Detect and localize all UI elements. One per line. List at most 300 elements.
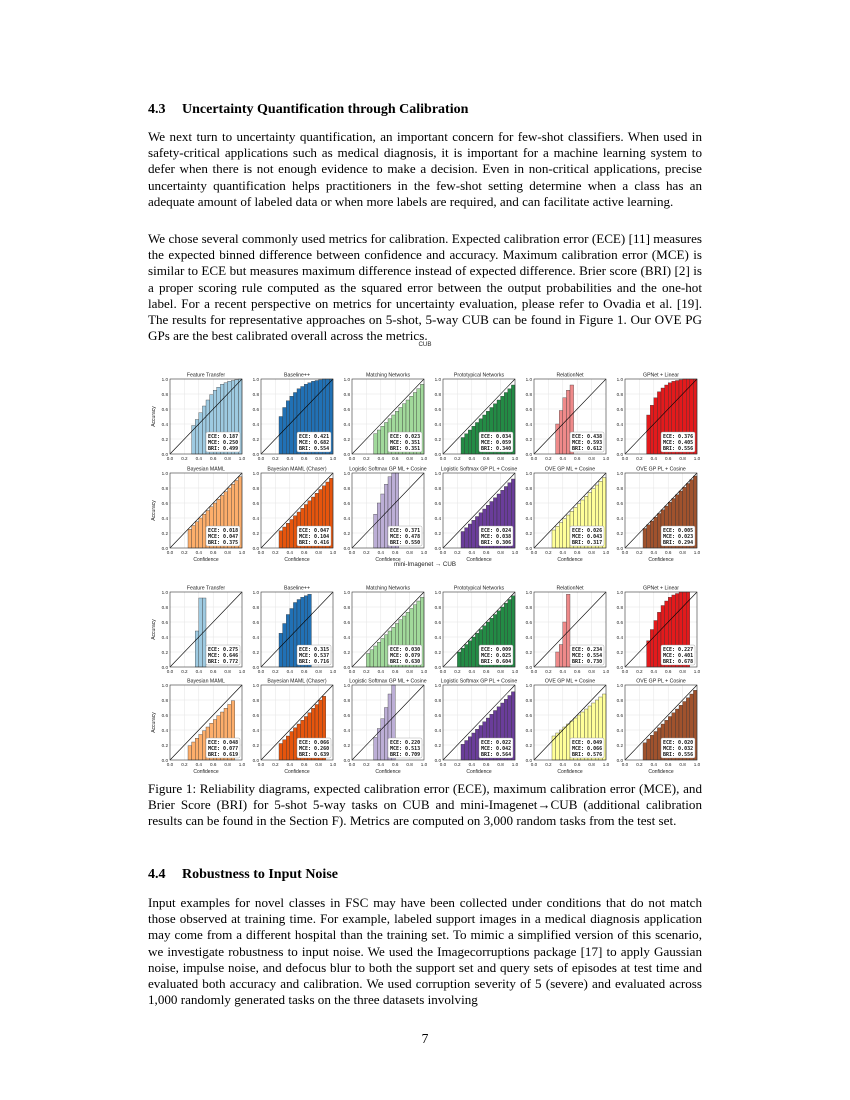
y-tick-label: 0.0 bbox=[343, 545, 350, 551]
x-tick-label: 0.8 bbox=[224, 456, 231, 461]
x-axis-label: Confidence bbox=[284, 769, 310, 775]
calibration-bar bbox=[468, 641, 472, 667]
subplot-title: Matching Networks bbox=[365, 585, 411, 592]
calibration-bar bbox=[475, 729, 479, 760]
y-tick-label: 0.0 bbox=[525, 545, 532, 551]
y-tick-label: 1.0 bbox=[161, 376, 168, 382]
calibration-bar bbox=[293, 393, 297, 455]
y-tick-label: 0.8 bbox=[616, 697, 623, 703]
y-tick-label: 0.8 bbox=[434, 485, 441, 491]
metric-mce: MCE: 0.043 bbox=[572, 534, 603, 540]
x-tick-label: 1.0 bbox=[329, 456, 337, 461]
subplot bbox=[151, 679, 246, 776]
x-axis-label: Confidence bbox=[466, 557, 492, 563]
y-tick-label: 0.4 bbox=[252, 727, 259, 733]
y-tick-label: 0.2 bbox=[525, 530, 532, 536]
x-tick-label: 0.0 bbox=[439, 762, 447, 767]
y-tick-label: 0.4 bbox=[161, 727, 168, 733]
metric-bri: BRI: 0.317 bbox=[572, 540, 603, 546]
subplot-title: Prototypical Networks bbox=[453, 585, 505, 592]
calibration-bar bbox=[559, 730, 563, 760]
subplot bbox=[151, 467, 246, 564]
calibration-bar bbox=[468, 737, 472, 760]
x-tick-label: 0.4 bbox=[468, 669, 475, 674]
x-tick-label: 0.4 bbox=[468, 456, 475, 461]
calibration-bar bbox=[647, 641, 651, 667]
x-tick-label: 0.4 bbox=[650, 550, 657, 555]
x-tick-label: 1.0 bbox=[693, 550, 701, 555]
y-tick-label: 1.0 bbox=[434, 589, 441, 595]
x-tick-label: 0.8 bbox=[679, 762, 686, 767]
y-tick-label: 0.6 bbox=[343, 500, 350, 506]
x-tick-label: 1.0 bbox=[420, 550, 428, 555]
x-tick-label: 0.2 bbox=[363, 550, 370, 555]
x-tick-label: 0.2 bbox=[454, 669, 461, 674]
calibration-bar bbox=[657, 514, 661, 549]
metric-bri: BRI: 0.630 bbox=[390, 659, 421, 665]
section-heading-4-4 bbox=[148, 867, 338, 883]
y-tick-label: 1.0 bbox=[343, 682, 350, 688]
calibration-bar bbox=[650, 735, 654, 760]
calibration-bar bbox=[293, 516, 297, 548]
x-tick-label: 0.8 bbox=[406, 669, 413, 674]
calibration-bar bbox=[384, 708, 388, 761]
x-tick-label: 0.6 bbox=[392, 762, 399, 767]
y-tick-label: 0.8 bbox=[434, 604, 441, 610]
x-tick-label: 0.8 bbox=[588, 762, 595, 767]
y-tick-label: 0.2 bbox=[525, 436, 532, 442]
x-tick-label: 0.6 bbox=[483, 762, 490, 767]
calibration-bar bbox=[279, 531, 283, 548]
x-tick-label: 0.6 bbox=[483, 550, 490, 555]
y-tick-label: 0.4 bbox=[161, 515, 168, 521]
y-tick-label: 0.8 bbox=[161, 697, 168, 703]
x-tick-label: 1.0 bbox=[511, 456, 519, 461]
metric-mce: MCE: 0.250 bbox=[208, 440, 239, 446]
x-tick-label: 1.0 bbox=[238, 550, 246, 555]
y-tick-label: 1.0 bbox=[525, 589, 532, 595]
x-tick-label: 0.0 bbox=[257, 456, 265, 461]
x-tick-label: 1.0 bbox=[602, 669, 610, 674]
y-tick-label: 0.4 bbox=[252, 634, 259, 640]
y-tick-label: 0.0 bbox=[434, 664, 441, 670]
calibration-bar bbox=[290, 396, 294, 454]
calibration-bar bbox=[563, 519, 567, 548]
y-tick-label: 0.0 bbox=[525, 664, 532, 670]
x-tick-label: 0.0 bbox=[530, 762, 538, 767]
y-tick-label: 0.2 bbox=[252, 436, 259, 442]
x-tick-label: 0.8 bbox=[588, 669, 595, 674]
calibration-bar bbox=[286, 736, 290, 760]
y-tick-label: 0.2 bbox=[343, 742, 350, 748]
y-tick-label: 0.4 bbox=[616, 515, 623, 521]
metric-bri: BRI: 0.351 bbox=[390, 446, 421, 452]
calibration-bar bbox=[468, 524, 472, 548]
y-tick-label: 0.4 bbox=[434, 515, 441, 521]
calibration-bar bbox=[461, 438, 465, 455]
y-tick-label: 0.6 bbox=[161, 712, 168, 718]
y-tick-label: 0.4 bbox=[434, 421, 441, 427]
x-tick-label: 1.0 bbox=[329, 669, 337, 674]
metric-ece: ECE: 0.227 bbox=[663, 647, 694, 653]
y-tick-label: 0.2 bbox=[434, 530, 441, 536]
metric-mce: MCE: 0.401 bbox=[663, 653, 694, 659]
section-title: Robustness to Input Noise bbox=[182, 867, 338, 882]
x-tick-label: 0.8 bbox=[588, 550, 595, 555]
subplot-title: GPNet + Linear bbox=[643, 372, 679, 379]
x-tick-label: 0.2 bbox=[272, 762, 279, 767]
y-tick-label: 0.0 bbox=[343, 664, 350, 670]
x-tick-label: 1.0 bbox=[238, 762, 246, 767]
subplot bbox=[151, 373, 246, 462]
y-tick-label: 0.8 bbox=[161, 391, 168, 397]
metric-bri: BRI: 0.294 bbox=[663, 540, 694, 546]
y-tick-label: 0.4 bbox=[434, 634, 441, 640]
x-tick-label: 1.0 bbox=[238, 456, 246, 461]
x-axis-label: Confidence bbox=[648, 769, 674, 775]
x-tick-label: 0.4 bbox=[286, 669, 293, 674]
metric-ece: ECE: 0.022 bbox=[481, 740, 512, 746]
x-tick-label: 0.8 bbox=[224, 669, 231, 674]
x-tick-label: 0.4 bbox=[377, 456, 384, 461]
y-tick-label: 0.4 bbox=[161, 421, 168, 427]
subplot bbox=[344, 586, 428, 675]
y-tick-label: 0.4 bbox=[616, 421, 623, 427]
x-tick-label: 0.2 bbox=[272, 456, 279, 461]
y-tick-label: 0.2 bbox=[343, 530, 350, 536]
metric-ece: ECE: 0.023 bbox=[390, 434, 421, 440]
y-tick-label: 0.2 bbox=[616, 436, 623, 442]
x-tick-label: 0.0 bbox=[348, 669, 356, 674]
metric-ece: ECE: 0.048 bbox=[208, 740, 239, 746]
y-tick-label: 1.0 bbox=[525, 376, 532, 382]
calibration-bar bbox=[293, 728, 297, 760]
x-tick-label: 0.8 bbox=[406, 550, 413, 555]
metric-bri: BRI: 0.340 bbox=[481, 446, 512, 452]
metric-mce: MCE: 0.047 bbox=[208, 534, 239, 540]
metric-mce: MCE: 0.260 bbox=[299, 746, 330, 752]
metric-ece: ECE: 0.005 bbox=[663, 528, 694, 534]
x-tick-label: 0.8 bbox=[588, 456, 595, 461]
y-tick-label: 0.8 bbox=[343, 391, 350, 397]
x-tick-label: 0.4 bbox=[377, 550, 384, 555]
calibration-bar bbox=[283, 624, 287, 668]
metric-mce: MCE: 0.513 bbox=[390, 746, 421, 752]
y-tick-label: 0.4 bbox=[343, 515, 350, 521]
metric-ece: ECE: 0.275 bbox=[208, 647, 239, 653]
x-tick-label: 0.4 bbox=[195, 456, 202, 461]
x-tick-label: 0.4 bbox=[559, 550, 566, 555]
metric-bri: BRI: 0.306 bbox=[481, 540, 512, 546]
subplot bbox=[617, 373, 701, 462]
y-tick-label: 0.6 bbox=[525, 619, 532, 625]
y-tick-label: 0.6 bbox=[252, 619, 259, 625]
x-axis-label: Confidence bbox=[375, 557, 401, 563]
x-tick-label: 1.0 bbox=[329, 762, 337, 767]
x-tick-label: 0.0 bbox=[621, 762, 629, 767]
subplot-title: Prototypical Networks bbox=[453, 372, 505, 379]
y-tick-label: 0.6 bbox=[525, 406, 532, 412]
calibration-bar bbox=[199, 518, 203, 548]
x-tick-label: 0.8 bbox=[315, 669, 322, 674]
calibration-bar bbox=[202, 406, 206, 454]
x-tick-label: 0.8 bbox=[406, 456, 413, 461]
calibration-bar bbox=[643, 743, 647, 760]
x-tick-label: 0.8 bbox=[315, 762, 322, 767]
metric-ece: ECE: 0.009 bbox=[481, 647, 512, 653]
y-tick-label: 0.4 bbox=[525, 727, 532, 733]
metric-mce: MCE: 0.682 bbox=[299, 440, 330, 446]
x-tick-label: 0.4 bbox=[286, 762, 293, 767]
y-tick-label: 0.8 bbox=[161, 604, 168, 610]
y-tick-label: 0.6 bbox=[525, 500, 532, 506]
y-tick-label: 1.0 bbox=[343, 376, 350, 382]
calibration-bar bbox=[199, 735, 203, 761]
subplot bbox=[253, 373, 337, 462]
metric-ece: ECE: 0.018 bbox=[208, 528, 239, 534]
x-tick-label: 0.4 bbox=[650, 669, 657, 674]
y-axis-label: Accuracy bbox=[151, 406, 157, 427]
calibration-bar bbox=[195, 522, 199, 548]
calibration-bar bbox=[370, 650, 374, 667]
y-tick-label: 1.0 bbox=[252, 470, 259, 476]
calibration-bar bbox=[374, 738, 378, 761]
calibration-bar bbox=[552, 530, 556, 548]
x-tick-label: 0.4 bbox=[377, 762, 384, 767]
x-tick-label: 0.4 bbox=[650, 762, 657, 767]
calibration-bar bbox=[374, 514, 378, 548]
subplot-title: Bayesian MAML bbox=[187, 678, 225, 685]
calibration-bar bbox=[293, 603, 297, 668]
subplot bbox=[435, 586, 519, 675]
y-tick-label: 0.0 bbox=[434, 757, 441, 763]
calibration-bar bbox=[465, 741, 469, 761]
x-tick-label: 0.6 bbox=[574, 762, 581, 767]
subplot-title: Baseline++ bbox=[284, 372, 310, 379]
y-tick-label: 0.0 bbox=[252, 545, 259, 551]
metric-ece: ECE: 0.315 bbox=[299, 647, 330, 653]
metric-mce: MCE: 0.478 bbox=[390, 534, 421, 540]
calibration-bar bbox=[647, 525, 651, 548]
subplot-title: Feature Transfer bbox=[186, 372, 226, 379]
subplot bbox=[253, 586, 337, 675]
y-tick-label: 0.0 bbox=[616, 664, 623, 670]
y-tick-label: 0.2 bbox=[616, 742, 623, 748]
x-tick-label: 0.0 bbox=[530, 550, 538, 555]
y-tick-label: 0.6 bbox=[434, 406, 441, 412]
y-axis-label: Accuracy bbox=[151, 500, 157, 521]
y-tick-label: 0.0 bbox=[616, 451, 623, 457]
calibration-bar bbox=[465, 528, 469, 548]
x-axis-label: Confidence bbox=[193, 769, 219, 775]
metric-ece: ECE: 0.438 bbox=[572, 434, 603, 440]
x-tick-label: 0.8 bbox=[224, 762, 231, 767]
calibration-bar bbox=[566, 724, 570, 760]
x-tick-label: 0.8 bbox=[224, 550, 231, 555]
calibration-bar bbox=[461, 532, 465, 549]
x-tick-label: 0.2 bbox=[272, 550, 279, 555]
figure-caption: Figure 1: Reliability diagrams, expected calibration error (ECE), maximum calibration error (MCE), and Brier Score (BRI) for 5-shot 5-way tasks on CUB and mini-Imagenet→CUB (additional calibration results can be found in the Section F). Metrics are computed on 3,000 random tasks from the test set. bbox=[148, 781, 702, 829]
calibration-bar bbox=[192, 742, 196, 760]
metric-bri: BRI: 0.554 bbox=[299, 446, 330, 452]
y-tick-label: 1.0 bbox=[161, 589, 168, 595]
x-tick-label: 0.2 bbox=[636, 550, 643, 555]
y-tick-label: 0.8 bbox=[525, 485, 532, 491]
section-title: Uncertainty Quantification through Calibration bbox=[182, 102, 469, 117]
calibration-bar bbox=[188, 529, 192, 548]
y-tick-label: 0.0 bbox=[343, 757, 350, 763]
metric-mce: MCE: 0.038 bbox=[481, 534, 512, 540]
calibration-bar bbox=[647, 415, 651, 454]
subplot bbox=[151, 586, 246, 675]
metric-mce: MCE: 0.104 bbox=[299, 534, 330, 540]
y-tick-label: 0.4 bbox=[525, 515, 532, 521]
y-tick-label: 1.0 bbox=[252, 589, 259, 595]
metric-bri: BRI: 0.709 bbox=[390, 752, 421, 758]
x-axis-label: Confidence bbox=[375, 769, 401, 775]
x-tick-label: 0.6 bbox=[665, 550, 672, 555]
subplot-title: RelationNet bbox=[556, 372, 584, 379]
x-tick-label: 0.6 bbox=[574, 456, 581, 461]
y-tick-label: 0.6 bbox=[161, 500, 168, 506]
y-tick-label: 0.2 bbox=[434, 742, 441, 748]
x-tick-label: 0.8 bbox=[315, 456, 322, 461]
y-tick-label: 0.4 bbox=[343, 421, 350, 427]
subplot-title: OVE GP ML + Cosine bbox=[544, 466, 596, 473]
y-tick-label: 0.0 bbox=[434, 451, 441, 457]
x-axis-label: Confidence bbox=[557, 557, 583, 563]
x-tick-label: 0.2 bbox=[272, 669, 279, 674]
x-tick-label: 0.4 bbox=[468, 762, 475, 767]
x-axis-label: Confidence bbox=[466, 769, 492, 775]
x-tick-label: 0.6 bbox=[574, 669, 581, 674]
metric-ece: ECE: 0.376 bbox=[663, 434, 694, 440]
calibration-bar bbox=[556, 652, 560, 667]
subplot-title: RelationNet bbox=[556, 585, 584, 592]
subplot bbox=[617, 679, 701, 776]
y-tick-label: 1.0 bbox=[525, 682, 532, 688]
calibration-bar bbox=[566, 594, 570, 667]
x-tick-label: 0.4 bbox=[377, 669, 384, 674]
metric-mce: MCE: 0.042 bbox=[481, 746, 512, 752]
y-tick-label: 1.0 bbox=[343, 470, 350, 476]
subplot-title: Feature Transfer bbox=[186, 585, 226, 592]
subplot bbox=[617, 467, 701, 564]
calibration-bar bbox=[472, 520, 476, 548]
subplot bbox=[253, 467, 337, 564]
x-tick-label: 0.6 bbox=[483, 456, 490, 461]
subplot bbox=[526, 467, 610, 564]
paragraph-uncertainty-intro: We next turn to uncertainty quantification, an important concern for few-shot classifiers. When used in safety-critical applications such as medical diagnosis, it is important for a machine learning system to defer when there is not enough evidence to make a decision. Even in non-critical applications, precise uncertainty quantification helps practitioners in the few-shot setting determine when a class has an adequate amount of labeled data or when more labels are required, and can facilitate active learning. bbox=[148, 129, 702, 209]
x-tick-label: 0.6 bbox=[301, 762, 308, 767]
x-tick-label: 0.6 bbox=[392, 550, 399, 555]
x-tick-label: 0.2 bbox=[181, 762, 188, 767]
y-tick-label: 0.8 bbox=[252, 697, 259, 703]
x-axis-label: Confidence bbox=[557, 769, 583, 775]
subplot-title: OVE GP PL + Cosine bbox=[636, 678, 686, 685]
y-tick-label: 0.6 bbox=[343, 406, 350, 412]
x-tick-label: 0.8 bbox=[497, 762, 504, 767]
calibration-bar bbox=[657, 728, 661, 760]
x-tick-label: 0.8 bbox=[497, 669, 504, 674]
subplot bbox=[435, 467, 519, 564]
x-tick-label: 0.0 bbox=[621, 456, 629, 461]
y-tick-label: 1.0 bbox=[616, 589, 623, 595]
y-tick-label: 0.2 bbox=[434, 436, 441, 442]
y-tick-label: 0.2 bbox=[252, 530, 259, 536]
calibration-bar bbox=[472, 637, 476, 667]
metric-mce: MCE: 0.059 bbox=[481, 440, 512, 446]
subplot-title: OVE GP PL + Cosine bbox=[636, 466, 686, 473]
y-tick-label: 0.4 bbox=[525, 634, 532, 640]
y-tick-label: 0.0 bbox=[525, 757, 532, 763]
calibration-bar bbox=[384, 635, 388, 667]
calibration-bar bbox=[381, 719, 385, 760]
y-tick-label: 0.2 bbox=[343, 649, 350, 655]
x-tick-label: 0.0 bbox=[257, 669, 265, 674]
calibration-bar bbox=[384, 484, 388, 548]
y-tick-label: 0.4 bbox=[252, 515, 259, 521]
x-tick-label: 1.0 bbox=[420, 762, 428, 767]
x-tick-label: 0.8 bbox=[679, 456, 686, 461]
calibration-bar bbox=[279, 744, 283, 761]
metric-mce: MCE: 0.032 bbox=[663, 746, 694, 752]
x-tick-label: 0.6 bbox=[392, 669, 399, 674]
y-tick-label: 0.4 bbox=[252, 421, 259, 427]
metric-mce: MCE: 0.077 bbox=[208, 746, 239, 752]
y-tick-label: 0.2 bbox=[434, 649, 441, 655]
y-tick-label: 0.8 bbox=[525, 697, 532, 703]
y-tick-label: 0.0 bbox=[434, 545, 441, 551]
x-tick-label: 1.0 bbox=[602, 456, 610, 461]
x-tick-label: 1.0 bbox=[511, 762, 519, 767]
y-tick-label: 0.8 bbox=[525, 604, 532, 610]
section-number: 4.3 bbox=[148, 102, 166, 117]
calibration-bar bbox=[657, 612, 661, 667]
x-tick-label: 0.2 bbox=[636, 669, 643, 674]
calibration-bar bbox=[566, 390, 570, 454]
subplot bbox=[617, 586, 701, 675]
y-tick-label: 0.8 bbox=[343, 604, 350, 610]
x-tick-label: 0.4 bbox=[286, 550, 293, 555]
calibration-bar bbox=[654, 732, 658, 761]
metric-bri: BRI: 0.556 bbox=[663, 446, 694, 452]
calibration-bar bbox=[381, 494, 385, 548]
x-axis-label: Confidence bbox=[193, 557, 219, 563]
x-tick-label: 0.0 bbox=[439, 550, 447, 555]
reliability-diagram-figure bbox=[140, 337, 710, 777]
calibration-bar bbox=[654, 621, 658, 668]
metric-mce: MCE: 0.025 bbox=[481, 653, 512, 659]
page-number: 7 bbox=[421, 1031, 429, 1046]
calibration-bar bbox=[377, 503, 381, 548]
x-tick-label: 0.2 bbox=[181, 456, 188, 461]
x-tick-label: 1.0 bbox=[329, 550, 337, 555]
calibration-bar bbox=[556, 526, 560, 548]
calibration-bar bbox=[563, 622, 567, 667]
y-tick-label: 0.4 bbox=[525, 421, 532, 427]
metric-bri: BRI: 0.772 bbox=[208, 659, 239, 665]
metric-bri: BRI: 0.550 bbox=[390, 540, 421, 546]
y-tick-label: 0.8 bbox=[343, 485, 350, 491]
calibration-bar bbox=[377, 430, 381, 454]
x-tick-label: 1.0 bbox=[693, 762, 701, 767]
metric-bri: BRI: 0.604 bbox=[481, 659, 512, 665]
calibration-bar bbox=[650, 630, 654, 668]
y-tick-label: 1.0 bbox=[161, 470, 168, 476]
metric-ece: ECE: 0.026 bbox=[572, 528, 603, 534]
metric-mce: MCE: 0.537 bbox=[299, 653, 330, 659]
